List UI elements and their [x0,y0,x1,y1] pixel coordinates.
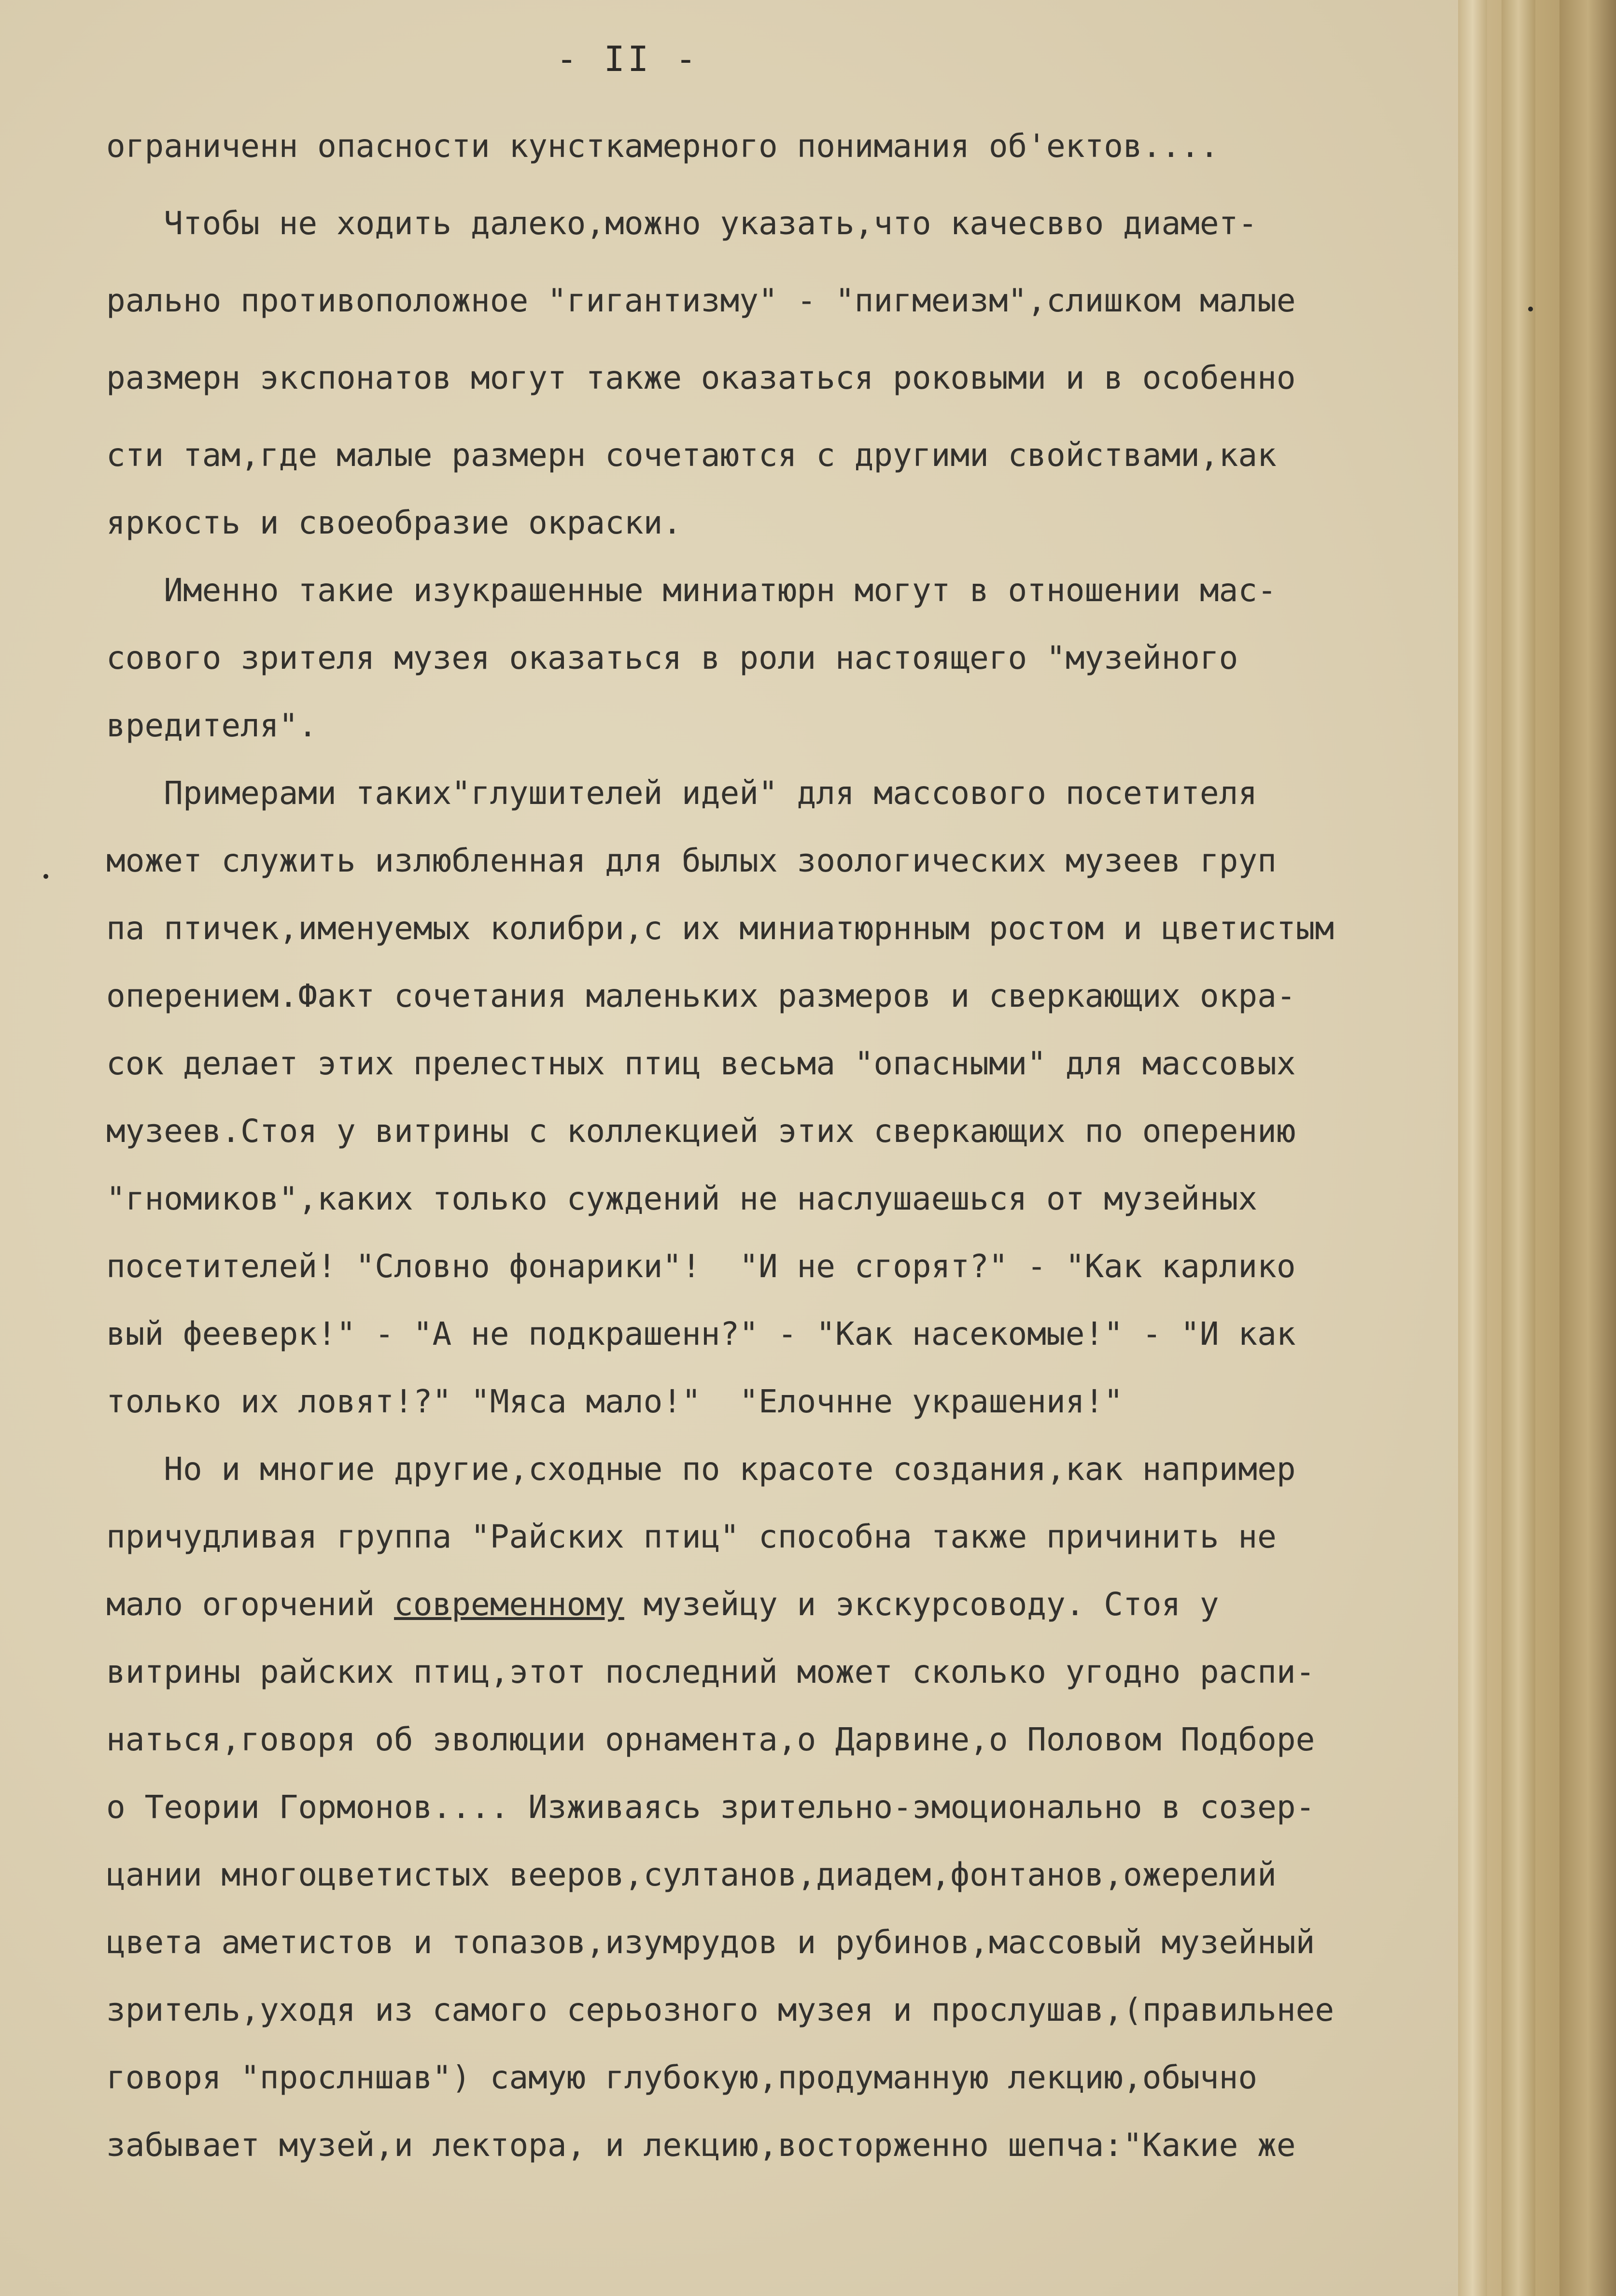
text-line: мало огорчений современному музейцу и экскурсоводу. Стоя у [106,1586,1219,1623]
text-line: причудливая группа "Райских птиц" способна также причинить не [106,1518,1277,1555]
text-line: забывает музей,и лектора, и лекцию,восторженно шепча:"Какие же [106,2127,1296,2164]
ink-dot [43,874,48,879]
page-edge [1560,0,1616,2296]
text-line: вый фееверк!" - "А не подкрашенн?" - "Как насекомые!" - "И как [106,1315,1296,1352]
text-line: па птичек,именуемых колибри,с их миниатюрнным ростом и цветистым [106,910,1335,947]
page-number: - II - [556,39,700,79]
text-line: Но и многие другие,сходные по красоте создания,как например [106,1451,1296,1488]
text-line: "гномиков",каких только суждений не наслушаешься от музейных [106,1180,1258,1217]
text-line: говоря "прослншав") самую глубокую,продуманную лекцию,обычно [106,2059,1258,2096]
text-line: ограниченн опасности кунсткамерного понимания об'ектов.... [106,127,1219,165]
text-line: зритель,уходя из самого серьозного музея и прослушав,(правильнее [106,1991,1335,2028]
text-line: цвета аметистов и топазов,изумрудов и рубинов,массовый музейный [106,1924,1315,1961]
text-line: посетителей! "Словно фонарики"! "И не сгорят?" - "Как карлико [106,1248,1296,1285]
text-line: только их ловят!?" "Мяса мало!" "Елочнне украшения!" [106,1383,1123,1420]
text-line: размерн экспонатов могут также оказаться роковыми и в особенно [106,359,1296,396]
text-line: сового зрителя музея оказаться в роли настоящего "музейного [106,639,1238,676]
text-line: цании многоцветистых вееров,султанов,диадем,фонтанов,ожерелий [106,1856,1277,1893]
text-line: яркость и своеобразие окраски. [106,504,682,541]
page-edge [1458,0,1487,2296]
text-line: Чтобы не ходить далеко,можно указать,что качесвво диамет- [106,205,1258,242]
text-line: вредителя". [106,707,318,744]
text-line: витрины райских птиц,этот последний может сколько угодно распи- [106,1653,1315,1690]
text-line: сок делает этих прелестных птиц весьма "опасными" для массовых [106,1045,1296,1082]
text-line: Примерами таких"глушителей идей" для массового посетителя [106,775,1258,812]
text-line: оперением.Факт сочетания маленьких размеров и сверкающих окра- [106,977,1296,1014]
underlined-word: современному [394,1586,624,1623]
text-line: сти там,где малые размерн сочетаются с другими свойствами,как [106,437,1277,474]
page-edge [1502,0,1535,2296]
text-line: музеев.Стоя у витрины с коллекцией этих сверкающих по оперению [106,1113,1296,1150]
text-line: может служить излюбленная для былых зоологических музеев груп [106,842,1277,879]
text-line: о Теории Гормонов.... Изживаясь зрительно-эмоционально в созер- [106,1789,1315,1826]
text-line: рально противоположное "гигантизму" - "пигмеизм",слишком малые [106,282,1296,319]
ink-dot [1528,307,1533,311]
text-line: Именно такие изукрашенные миниатюрн могут в отношении мас- [106,572,1277,609]
text-line: наться,говоря об эволюции орнамента,о Дарвине,о Половом Подборе [106,1721,1315,1758]
